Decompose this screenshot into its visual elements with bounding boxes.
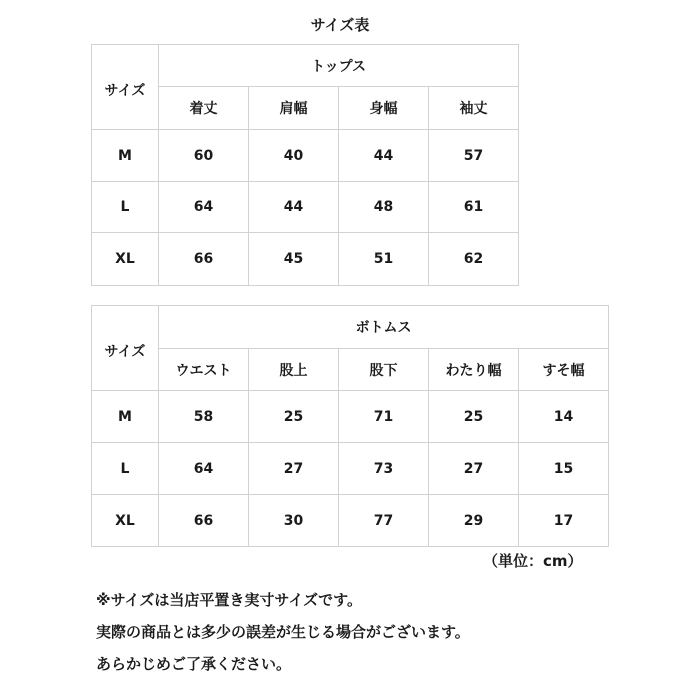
bottoms-col-header: すそ幅 [519,349,609,391]
size-cell: XL [92,233,159,286]
bottoms-col-header: 股下 [339,349,429,391]
tops-group-header: トップス [159,45,519,87]
bottoms-size-header: サイズ [92,306,159,391]
size-cell: M [92,130,159,182]
value-cell: 27 [249,443,339,495]
tops-size-table [91,44,519,286]
value-cell: 25 [429,391,519,443]
bottoms-col-header: わたり幅 [429,349,519,391]
size-cell: L [92,443,159,495]
value-cell: 25 [249,391,339,443]
note-line: ※サイズは当店平置き実寸サイズです。 [96,591,362,609]
value-cell: 17 [519,495,609,547]
tops-col-header: 着丈 [159,87,249,130]
bottoms-col-header: 股上 [249,349,339,391]
table-row [92,495,609,547]
size-cell: L [92,182,159,233]
value-cell: 58 [159,391,249,443]
value-cell: 15 [519,443,609,495]
value-cell: 64 [159,182,249,233]
table-row [92,443,609,495]
value-cell: 30 [249,495,339,547]
value-cell: 51 [339,233,429,286]
unit-note: （単位：cm） [483,552,583,570]
value-cell: 57 [429,130,519,182]
value-cell: 62 [429,233,519,286]
tops-size-header: サイズ [92,45,159,130]
tops-col-header: 身幅 [339,87,429,130]
value-cell: 73 [339,443,429,495]
value-cell: 45 [249,233,339,286]
value-cell: 66 [159,495,249,547]
bottoms-size-table [91,305,609,547]
value-cell: 44 [339,130,429,182]
size-notes [96,584,470,680]
note-line: あらかじめご了承ください。 [96,655,292,673]
note-line: 実際の商品とは多少の誤差が生じる場合がございます。 [96,623,470,641]
size-cell: M [92,391,159,443]
value-cell: 66 [159,233,249,286]
value-cell: 71 [339,391,429,443]
page-title: サイズ表 [310,16,370,34]
tops-col-header: 袖丈 [429,87,519,130]
bottoms-col-header: ウエスト [159,349,249,391]
value-cell: 77 [339,495,429,547]
value-cell: 40 [249,130,339,182]
value-cell: 61 [429,182,519,233]
value-cell: 14 [519,391,609,443]
table-row [92,182,519,233]
size-cell: XL [92,495,159,547]
table-row [92,233,519,286]
value-cell: 27 [429,443,519,495]
value-cell: 60 [159,130,249,182]
table-row [92,391,609,443]
value-cell: 64 [159,443,249,495]
tops-col-header: 肩幅 [249,87,339,130]
value-cell: 48 [339,182,429,233]
bottoms-group-header: ボトムス [159,306,609,349]
value-cell: 29 [429,495,519,547]
table-row [92,130,519,182]
value-cell: 44 [249,182,339,233]
